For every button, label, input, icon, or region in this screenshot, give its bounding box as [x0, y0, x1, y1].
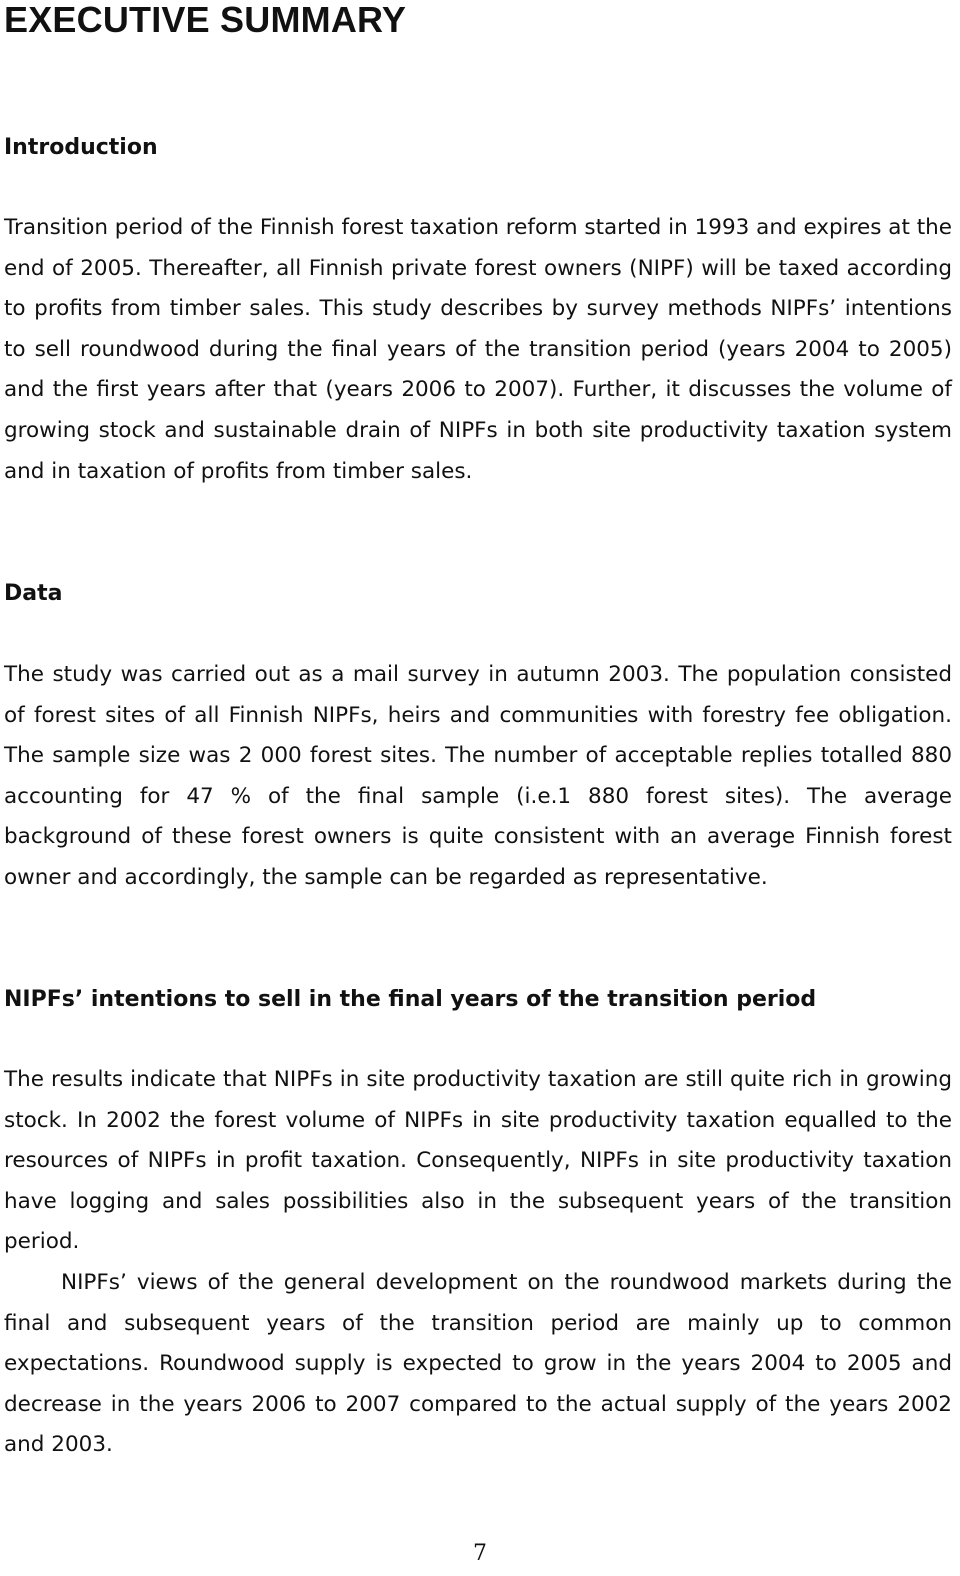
section-heading-introduction: Introduction [4, 135, 158, 160]
data-paragraph: The study was carried out as a mail survey in autumn 2003. The population consisted of forest sites of all Finnish NIPFs, heirs and communities with forestry fee obligation. The sample size was 2 000 forest sites. The number of acceptable replies totalled 880 accounting for 47 % of the final sample (i.e.1 880 forest sites). The average background of these forest owners is quite consistent with an average Finnish forest owner and accordingly, the sample can be regarded as representative. [4, 662, 952, 890]
introduction-paragraph: Transition period of the Finnish forest taxation reform started in 1993 and expires at the end of 2005. Thereafter, all Finnish private forest owners (NIPF) will be taxed according to profits from timber sales. This study describes by survey methods NIPFs’ intentions to sell roundwood during the final years of the transition period (years 2004 to 2005) and the first years after that (years 2006 to 2007). Further, it discusses the volume of growing stock and sustainable drain of NIPFs in both site productivity taxation system and in taxation of profits from timber sales. [4, 215, 952, 484]
section-heading-data: Data [4, 581, 63, 606]
section-heading-intentions: NIPFs’ intentions to sell in the final years of the transition period [4, 987, 817, 1012]
page-number: 7 [473, 1541, 487, 1566]
page-title: EXECUTIVE SUMMARY [4, 0, 407, 40]
intentions-paragraph-2: NIPFs’ views of the general development on the roundwood markets during the final and subsequent years of the transition period are mainly up to common expectations. Roundwood supply is expected to grow in the years 2004 to 2005 and decrease in the years 2006 to 2007 compared to the actual supply of the years 2002 and 2003. [4, 1270, 952, 1458]
intentions-paragraph-1: The results indicate that NIPFs in site productivity taxation are still quite rich in growing stock. In 2002 the forest volume of NIPFs in site productivity taxation equalled to the resources of NIPFs in profit taxation. Consequently, NIPFs in site productivity taxation have logging and sales possibilities also in the subsequent years of the transition period. [4, 1067, 952, 1255]
